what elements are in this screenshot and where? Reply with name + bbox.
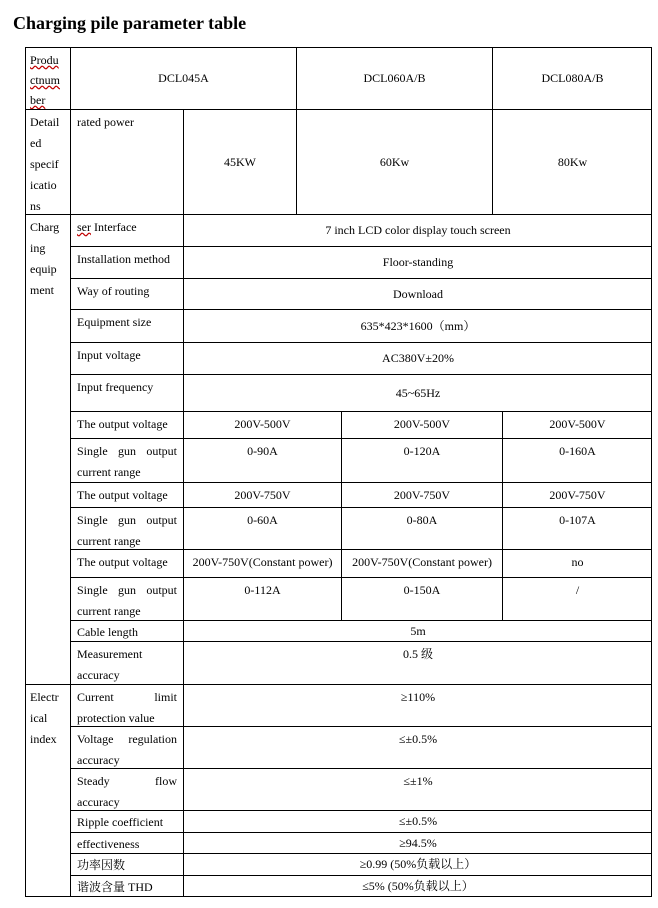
routing-value: Download (183, 278, 652, 309)
output-voltage-1-value-1: 200V-500V (183, 411, 341, 438)
user-interface-label: ser Interface (70, 214, 183, 246)
input-voltage-label: Input voltage (70, 342, 183, 374)
input-voltage-value: AC380V±20% (183, 342, 652, 374)
user-interface-value: 7 inch LCD color display touch screen (183, 214, 652, 246)
thd-value: ≤5% (50%负载以上） (183, 875, 652, 897)
routing-label: Way of routing (70, 278, 183, 309)
ripple-coefficient-label: Ripple coefficient (70, 810, 183, 832)
current-limit-label: Current limit protection value (70, 684, 183, 726)
equipment-size-value: 635*423*1600（mm） (183, 309, 652, 342)
ripple-coefficient-value: ≤±0.5% (183, 810, 652, 832)
measurement-accuracy-value: 0.5 级 (183, 641, 652, 684)
output-voltage-2-value-2: 200V-750V (341, 482, 502, 507)
output-voltage-2-value-1: 200V-750V (183, 482, 341, 507)
input-frequency-label: Input frequency (70, 374, 183, 411)
cable-length-label: Cable length (70, 620, 183, 641)
output-voltage-label: The output voltage (70, 411, 183, 438)
current-range-label: Single gun output current range (70, 577, 183, 620)
current-range-label: Single gun output current range (70, 507, 183, 549)
current-range-3-value-1: 0-112A (183, 577, 341, 620)
model-dcl060ab: DCL060A/B (296, 47, 492, 109)
current-range-1-value-1: 0-90A (183, 438, 341, 482)
page-title: Charging pile parameter table (13, 13, 247, 33)
output-voltage-3-value-3: no (502, 549, 652, 577)
equipment-size-label: Equipment size (70, 309, 183, 342)
installation-method-value: Floor-standing (183, 246, 652, 278)
output-voltage-3-value-2: 200V-750V(Constant power) (341, 549, 502, 577)
current-limit-value: ≥110% (183, 684, 652, 726)
current-range-3-value-3: / (502, 577, 652, 620)
current-range-1-value-2: 0-120A (341, 438, 502, 482)
rated-power-value-1: 45KW (183, 109, 296, 214)
model-dcl045a: DCL045A (70, 47, 296, 109)
cable-length-value: 5m (183, 620, 652, 641)
voltage-regulation-label: Voltage regulation accuracy (70, 726, 183, 768)
rated-power-value-2: 60Kw (296, 109, 492, 214)
current-range-2-value-2: 0-80A (341, 507, 502, 549)
output-voltage-1-value-2: 200V-500V (341, 411, 502, 438)
current-range-2-value-3: 0-107A (502, 507, 652, 549)
current-range-label: Single gun output current range (70, 438, 183, 482)
rated-power-value-3: 80Kw (492, 109, 652, 214)
steady-flow-label: Steady flow accuracy (70, 768, 183, 810)
detailed-specifications-label: Detail ed specif icatio ns (25, 109, 70, 214)
product-number-label: Produ ctnum ber (25, 47, 70, 109)
voltage-regulation-value: ≤±0.5% (183, 726, 652, 768)
charging-equipment-label: Charg ing equip ment (25, 214, 70, 684)
model-dcl080ab: DCL080A/B (492, 47, 652, 109)
output-voltage-3-value-1: 200V-750V(Constant power) (183, 549, 341, 577)
thd-label: 谐波含量 THD (70, 875, 183, 897)
effectiveness-label: effectiveness (70, 832, 183, 853)
output-voltage-2-value-3: 200V-750V (502, 482, 652, 507)
output-voltage-label: The output voltage (70, 482, 183, 507)
steady-flow-value: ≤±1% (183, 768, 652, 810)
power-factor-label: 功率因数 (70, 853, 183, 875)
electrical-index-label: Electr ical index (25, 684, 70, 897)
power-factor-value: ≥0.99 (50%负载以上） (183, 853, 652, 875)
effectiveness-value: ≥94.5% (183, 832, 652, 853)
current-range-3-value-2: 0-150A (341, 577, 502, 620)
measurement-accuracy-label: Measurement accuracy (70, 641, 183, 684)
current-range-2-value-1: 0-60A (183, 507, 341, 549)
output-voltage-1-value-3: 200V-500V (502, 411, 652, 438)
rated-power-label: rated power (70, 109, 183, 214)
output-voltage-label: The output voltage (70, 549, 183, 577)
installation-method-label: Installation method (70, 246, 183, 278)
current-range-1-value-3: 0-160A (502, 438, 652, 482)
input-frequency-value: 45~65Hz (183, 374, 652, 411)
